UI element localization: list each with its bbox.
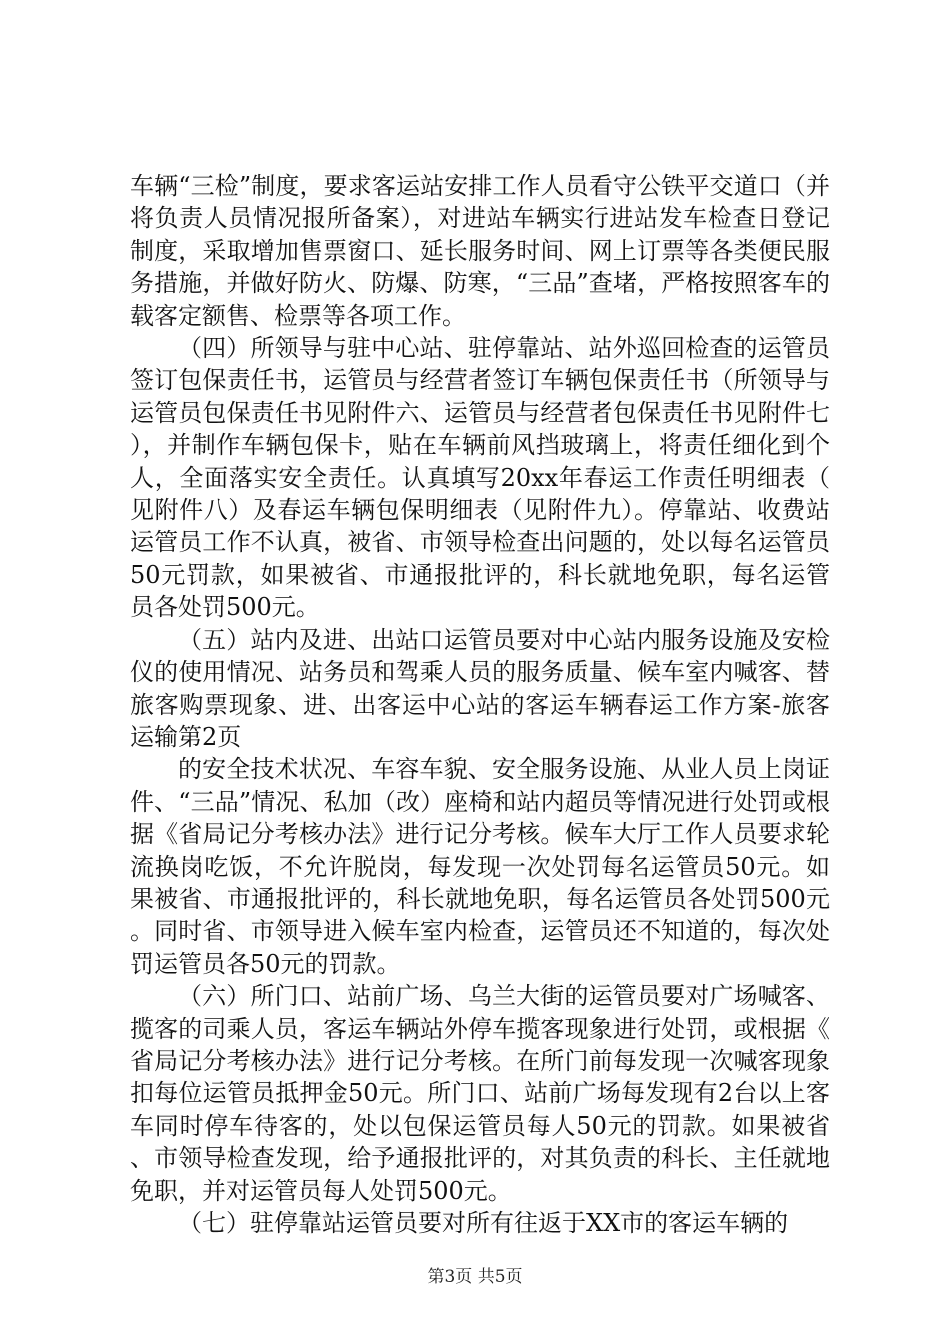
page-number-footer: 第3页 共5页 [427, 1267, 523, 1287]
paragraph-section-4: （四）所领导与驻中心站、驻停靠站、站外巡回检查的运管员签订包保责任书，运管员与经营者签订车辆包保责任书（所领导与运管员包保责任书见附件六、运管员与经营者包保责任书见附件七），并制作车辆包保卡，贴在车辆前风挡玻璃上，将责任细化到个人，全面落实安全责任。认真填写20xx年春运工作责任明细表（见附件八）及春运车辆包保明细表（见附件九）。停靠站、收费站运管员工作不认真，被省、市领导检查出问题的，处以每名运管员50元罚款，如果被省、市通报批评的，科长就地免职，每名运管员各处罚500元。 [130, 334, 830, 622]
paragraph-section-5-continued: 的安全技术状况、车容车貌、安全服务设施、从业人员上岗证件、“三品”情况、私加（改）座椅和站内超员等情况进行处罚或根据《省局记分考核办法》进行记分考核。候车大厅工作人员要求轮流换岗吃饭，不允许脱岗，每发现一次处罚每名运管员50元。如果被省、市通报批评的，科长就地免职，每名运管员各处罚500元。同时省、市领导进入候车室内检查，运管员还不知道的，每次处罚运管员各50元的罚款。 [130, 755, 830, 978]
document-body [130, 170, 830, 1239]
paragraph-section-5: （五）站内及进、出站口运管员要对中心站内服务设施及安检仪的使用情况、站务员和驾乘人员的服务质量、候车室内喊客、替旅客购票现象、进、出客运中心站的客运车辆春运工作方案-旅客运输第2页 [130, 625, 830, 751]
paragraph-section-6: （六）所门口、站前广场、乌兰大街的运管员要对广场喊客、揽客的司乘人员，客运车辆站外停车揽客现象进行处罚，或根据《省局记分考核办法》进行记分考核。在所门前每发现一次喊客现象扣每位运管员抵押金50元。所门口、站前广场每发现有2台以上客车同时停车待客的，处以包保运管员每人50元的罚款。如果被省、市领导检查发现，给予通报批评的，对其负责的科长、主任就地免职，并对运管员每人处罚500元。 [130, 982, 830, 1205]
paragraph-section-7: （七）驻停靠站运管员要对所有往返于XX市的客运车辆的 [178, 1209, 789, 1237]
paragraph-continuation: 车辆“三检”制度，要求客运站安排工作人员看守公铁平交道口（并将负责人员情况报所备案），对进站车辆实行进站发车检查日登记制度，采取增加售票窗口、延长服务时间、网上订票等各类便民服务措施，并做好防火、防爆、防寒，“三品”查堵，严格按照客车的载客定额售、检票等各项工作。 [130, 172, 830, 330]
